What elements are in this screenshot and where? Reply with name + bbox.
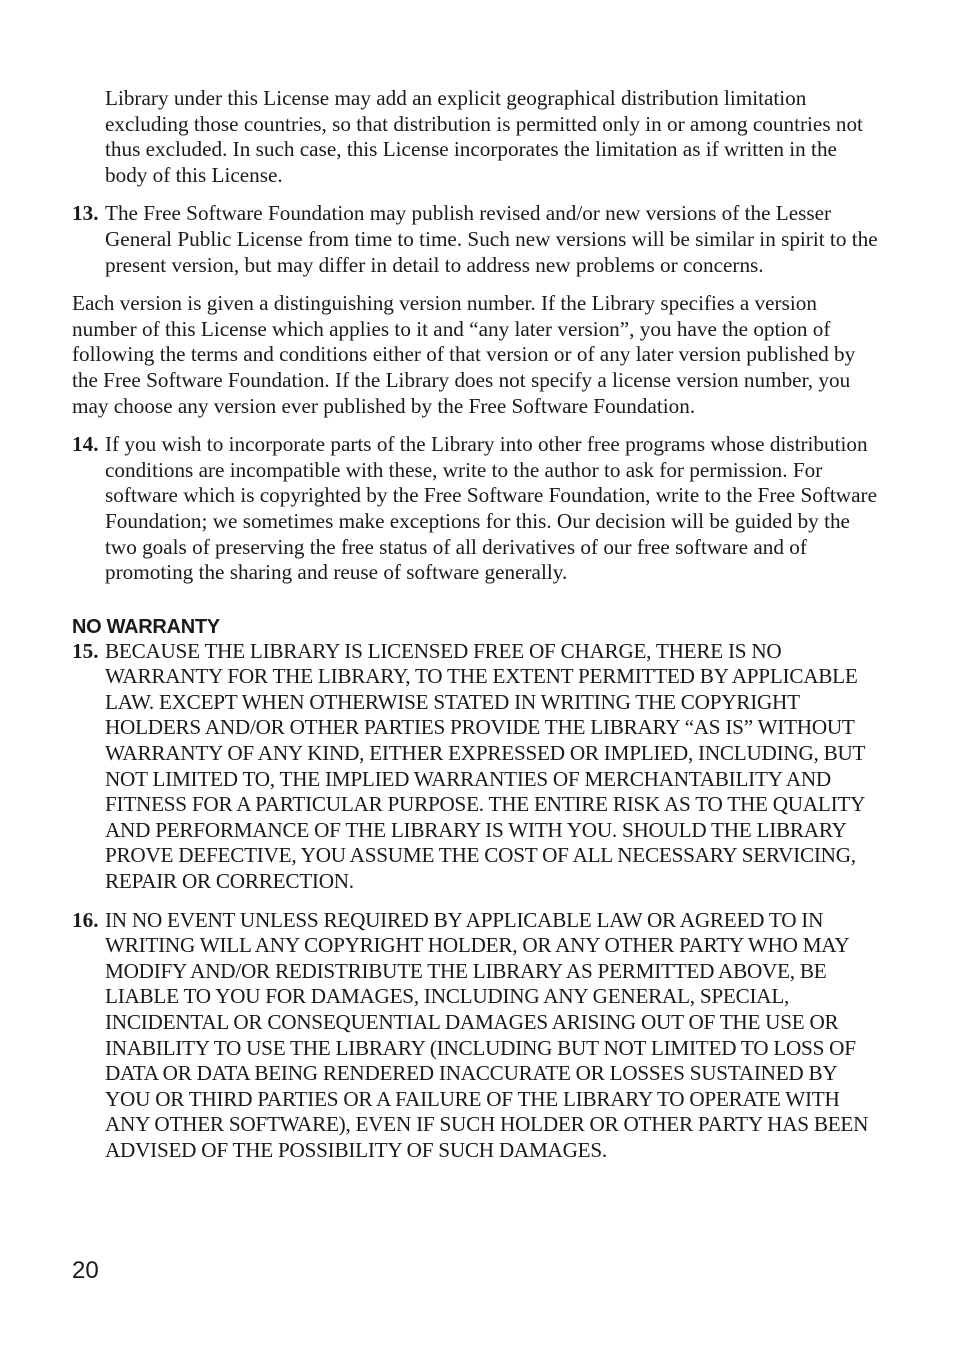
section-heading: NO WARRANTY bbox=[72, 615, 220, 638]
item-text: If you wish to incorporate parts of the Library into other free programs whose distribution conditions are incompatible with these, write to the author to ask for permission. For software which is copyrighted by the Free Software Foundation, write to the Free Software Foundation; we sometimes make exceptions for this. Our decision will be guided by the two goals of preserving the free status of all derivatives of our free software and of promoting the sharing and reuse of software generally. bbox=[105, 432, 877, 585]
continuation-text: Library under this License may add an explicit geographical distribution limitation excluding those countries, so that distribution is permitted only in or among countries not thus excluded. In such case, this License incorporates the limitation as if written in the body of this License. bbox=[105, 86, 863, 187]
page-number: 20 bbox=[72, 1257, 99, 1284]
list-item-14 bbox=[72, 432, 884, 586]
list-item-15 bbox=[72, 639, 884, 895]
list-item-13 bbox=[72, 201, 884, 278]
item-number: 16. bbox=[72, 907, 99, 932]
item-text: BECAUSE THE LIBRARY IS LICENSED FREE OF CHARGE, THERE IS NO WARRANTY FOR THE LIBRARY, TO THE EXTENT PERMITTED BY APPLICABLE LAW. EXCEPT WHEN OTHERWISE STATED IN WRITING THE COPYRIGHT HOLDERS AND/OR OTHER PARTIES PROVIDE THE LIBRARY “AS IS” WITHOUT WARRANTY OF ANY KIND, EITHER EXPRESSED OR IMPLIED, INCLUDING, BUT NOT LIMITED TO, THE IMPLIED WARRANTIES OF MERCHANTABILITY AND FITNESS FOR A PARTICULAR PURPOSE. THE ENTIRE RISK AS TO THE QUALITY AND PERFORMANCE OF THE LIBRARY IS WITH YOU. SHOULD THE LIBRARY PROVE DEFECTIVE, YOU ASSUME THE COST OF ALL NECESSARY SERVICING, REPAIR OR CORRECTION. bbox=[105, 638, 865, 894]
item-number: 13. bbox=[72, 201, 99, 226]
document-page bbox=[72, 86, 884, 1177]
item-number: 14. bbox=[72, 432, 99, 457]
list-item-16 bbox=[72, 908, 884, 1164]
item-number: 15. bbox=[72, 638, 99, 663]
item-text: IN NO EVENT UNLESS REQUIRED BY APPLICABLE LAW OR AGREED TO IN WRITING WILL ANY COPYRIGHT HOLDER, OR ANY OTHER PARTY WHO MAY MODIFY AND/OR REDISTRIBUTE THE LIBRARY AS PERMITTED ABOVE, BE LIABLE TO YOU FOR DAMAGES, INCLUDING ANY GENERAL, SPECIAL, INCIDENTAL OR CONSEQUENTIAL DAMAGES ARISING OUT OF THE USE OR INABILITY TO USE THE LIBRARY (INCLUDING BUT NOT LIMITED TO LOSS OF DATA OR DATA BEING RENDERED INACCURATE OR LOSSES SUSTAINED BY YOU OR THIRD PARTIES OR A FAILURE OF THE LIBRARY TO OPERATE WITH ANY OTHER SOFTWARE), EVEN IF SUCH HOLDER OR OTHER PARTY HAS BEEN ADVISED OF THE POSSIBILITY OF SUCH DAMAGES. bbox=[105, 907, 869, 1162]
version-paragraph: Each version is given a distinguishing version number. If the Library specifies a version number of this License which applies to it and “any later version”, you have the option of following the terms and conditions either of that version or of any later version published by the Free Software Foundation. If the Library does not specify a license version number, you may choose any version ever published by the Free Software Foundation. bbox=[72, 291, 856, 418]
item-text: The Free Software Foundation may publish revised and/or new versions of the Lesser General Public License from time to time. Such new versions will be similar in spirit to the present version, but may differ in detail to address new problems or concerns. bbox=[105, 201, 878, 277]
